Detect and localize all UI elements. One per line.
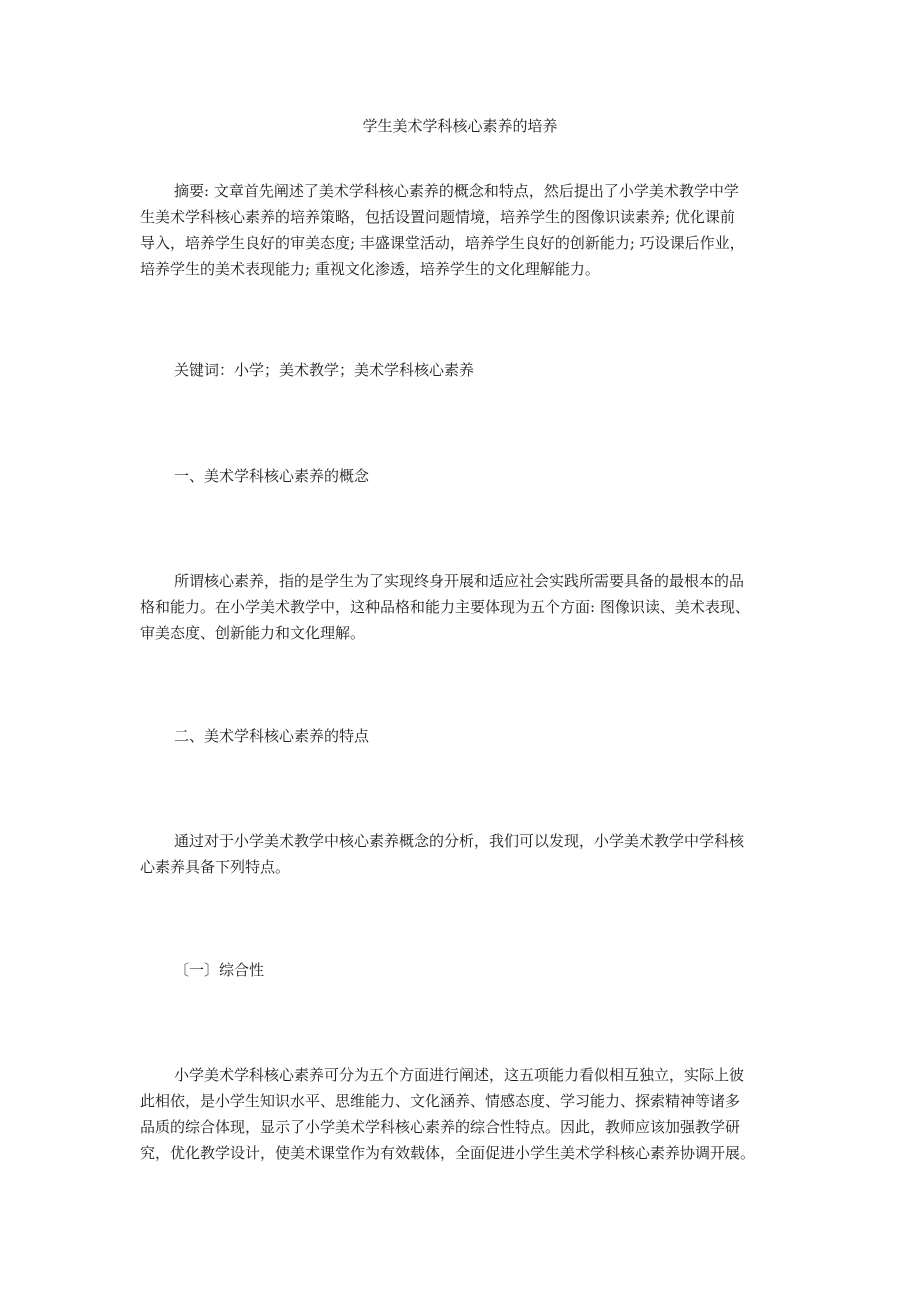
comprehensive-line: 此相依，是小学生知识水平、思维能力、文化涵养、情感态度、学习能力、探索精神等诸多	[140, 1092, 741, 1110]
comprehensive-line: 品质的综合体现，显示了小学美术学科核心素养的综合性特点。因此，教师应该加强教学研	[140, 1118, 741, 1136]
concept-line: 审美态度、创新能力和文化理解。	[140, 624, 366, 642]
section-heading-concept: 一、美术学科核心素养的概念	[174, 467, 370, 485]
abstract-line: 摘要: 文章首先阐述了美术学科核心素养的概念和特点，然后提出了小学美术教学中学	[174, 182, 739, 200]
subsection-heading-comprehensive: 〔一〕综合性	[174, 961, 265, 979]
abstract-line: 生美术学科核心素养的培养策略，包括设置问题情境，培养学生的图像识读素养; 优化课前	[140, 208, 735, 226]
comprehensive-line: 小学美术学科核心素养可分为五个方面进行阐述，这五项能力看似相互独立，实际上彼	[174, 1066, 745, 1084]
concept-line: 所谓核心素养，指的是学生为了实现终身开展和适应社会实践所需要具备的最根本的品	[174, 572, 745, 590]
abstract-line: 导入，培养学生良好的审美态度; 丰盛课堂活动，培养学生良好的创新能力; 巧设课后作业，	[140, 234, 745, 252]
features-line: 心素养具备下列特点。	[140, 858, 291, 876]
concept-line: 格和能力。在小学美术教学中，这种品格和能力主要体现为五个方面: 图像识读、美术表现、	[140, 598, 750, 616]
concept-paragraph	[140, 568, 790, 646]
keywords-line: 关键词：小学；美术教学；美术学科核心素养	[174, 361, 475, 379]
abstract-line: 培养学生的美术表现能力; 重视文化渗透，培养学生的文化理解能力。	[140, 260, 600, 278]
section-heading-features: 二、美术学科核心素养的特点	[174, 727, 370, 745]
document-title: 学生美术学科核心素养的培养	[362, 117, 558, 135]
features-paragraph	[140, 828, 790, 880]
abstract-paragraph	[140, 178, 790, 282]
comprehensive-paragraph	[140, 1062, 790, 1166]
comprehensive-line: 究，优化教学设计，使美术课堂作为有效载体，全面促进小学生美术学科核心素养协调开展。	[140, 1144, 756, 1162]
features-line: 通过对于小学美术教学中核心素养概念的分析，我们可以发现，小学美术教学中学科核	[174, 832, 745, 850]
